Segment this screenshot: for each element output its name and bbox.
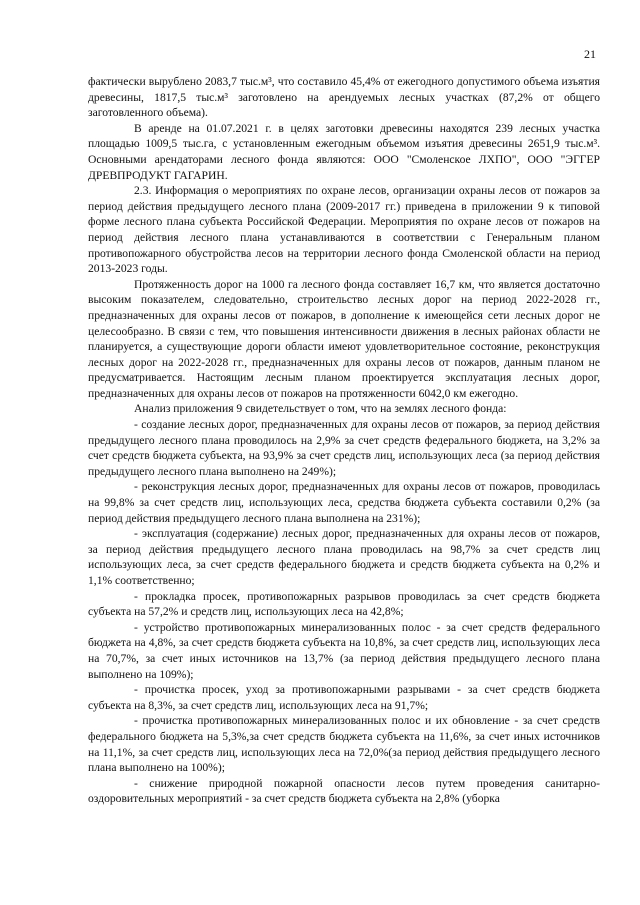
list-item-2: - реконструкция лесных дорог, предназначенных для охраны лесов от пожаров, проводилась на 99,8% за счет средств лиц, использующих леса, средства бюджета субъекта составили 0,2% (за период действия предыдущего лесного плана выполнена на 231%);: [88, 480, 600, 525]
list-item-3: - эксплуатация (содержание) лесных дорог, предназначенных для охраны лесов от пожаров, за период действия предыдущего лесного плана проводилась на 98,7% за счет средств лиц использующих леса, за счет средств федерального бюджета и средств бюджета субъекта на 0,2% и 1,1% соответственно;: [88, 527, 600, 587]
list-item-6: - прочистка просек, уход за противопожарными разрывами - за счет средств бюджета субъекта на 8,3%, за счет средств лиц, использующих леса на 91,7%;: [88, 683, 600, 712]
list-item-1: - создание лесных дорог, предназначенных для охраны лесов от пожаров, за период действия предыдущего лесного плана проводилось на 2,9% за счет средств федерального бюджета, на 3,2% за счет средств бюджета субъекта, на 93,9% за счет средств лиц, использующих леса (за период действия предыдущего лесного плана выполнено на 249%);: [88, 418, 600, 478]
body-text: [88, 74, 600, 807]
paragraph-2: В аренде на 01.07.2021 г. в целях заготовки древесины находятся 239 лесных участка площадью 1009,5 тыс.га, с установленным ежегодным объемом изъятия древесины 2651,9 тыс.м³. Основными арендаторами лесного фонда являются: ООО "Смоленское ЛХПО", ООО "ЭГГЕР ДРЕВПРОДУКТ ГАГАРИН.: [88, 121, 600, 182]
list-item-4: - прокладка просек, противопожарных разрывов проводилась за счет средств бюджета субъекта на 57,2% и средств лиц, использующих леса на 42,8%;: [88, 589, 600, 619]
paragraph-1: фактически вырублено 2083,7 тыс.м³, что составило 45,4% от ежегодного допустимого объема изъятия древесины, 1817,5 тыс.м³ заготовлено на арендуемых лесных участках (87,2% от общего заготовленного объема).: [88, 75, 600, 120]
paragraph-4: Протяженность дорог на 1000 га лесного фонда составляет 16,7 км, что является достаточно высоким показателем, следовательно, строительство лесных дорог на период 2022-2028 гг., предназначенных для охраны лесов от пожаров, в дополнение к имеющейся сети лесных дорог не целесообразно. В связи с тем, что повышения интенсивности движения в лесных районах области не планируется, а существующие дороги области имеют удовлетворительное состояние, реконструкция лесных дорог на 2022-2028 гг., предназначенных для охраны лесов от пожаров, данным планом не предусматривается. Настоящим лесным планом проектируется эксплуатация лесных дорог, предназначенных для охраны лесов от пожаров на протяженности 6042,0 км ежегодно.: [88, 277, 600, 400]
page-number: 21: [584, 47, 596, 61]
paragraph-5: Анализ приложения 9 свидетельствует о том, что на землях лесного фонда:: [134, 402, 507, 416]
list-item-5: - устройство противопожарных минерализованных полос - за счет средств федерального бюджета на 4,8%, за счет средств бюджета субъекта на 10,8%, за счет средств лиц, использующих леса на 70,7%, за счет иных источников на 13,7% (за период действия предыдущего лесного плана выполнено на 109%);: [88, 620, 600, 681]
list-item-7: - прочистка противопожарных минерализованных полос и их обновление - за счет средств федерального бюджета на 5,3%,за счет средств бюджета субъекта на 11,6%, за счет иных источников на 11,1%, за счет средств лиц, использующих леса на 72,0%(за период действия предыдущего лесного плана выполнено на 100%);: [88, 714, 600, 775]
list-item-8: - снижение природной пожарной опасности лесов путем проведения санитарно-оздоровительных мероприятий - за счет средств бюджета субъекта на 2,8% (уборка: [88, 776, 600, 806]
paragraph-3: 2.3. Информация о мероприятиях по охране лесов, организации охраны лесов от пожаров за период действия предыдущего лесного плана (2009-2017 гг.) приведена в приложении 9 к типовой форме лесного плана субъекта Российской Федерации. Мероприятия по охране лесов от пожаров на период действия лесного плана устанавливаются в соответствии с Генеральным планом противопожарного обустройства лесов на территории лесного фонда Смоленской области на период 2013-2023 годы.: [88, 184, 600, 276]
